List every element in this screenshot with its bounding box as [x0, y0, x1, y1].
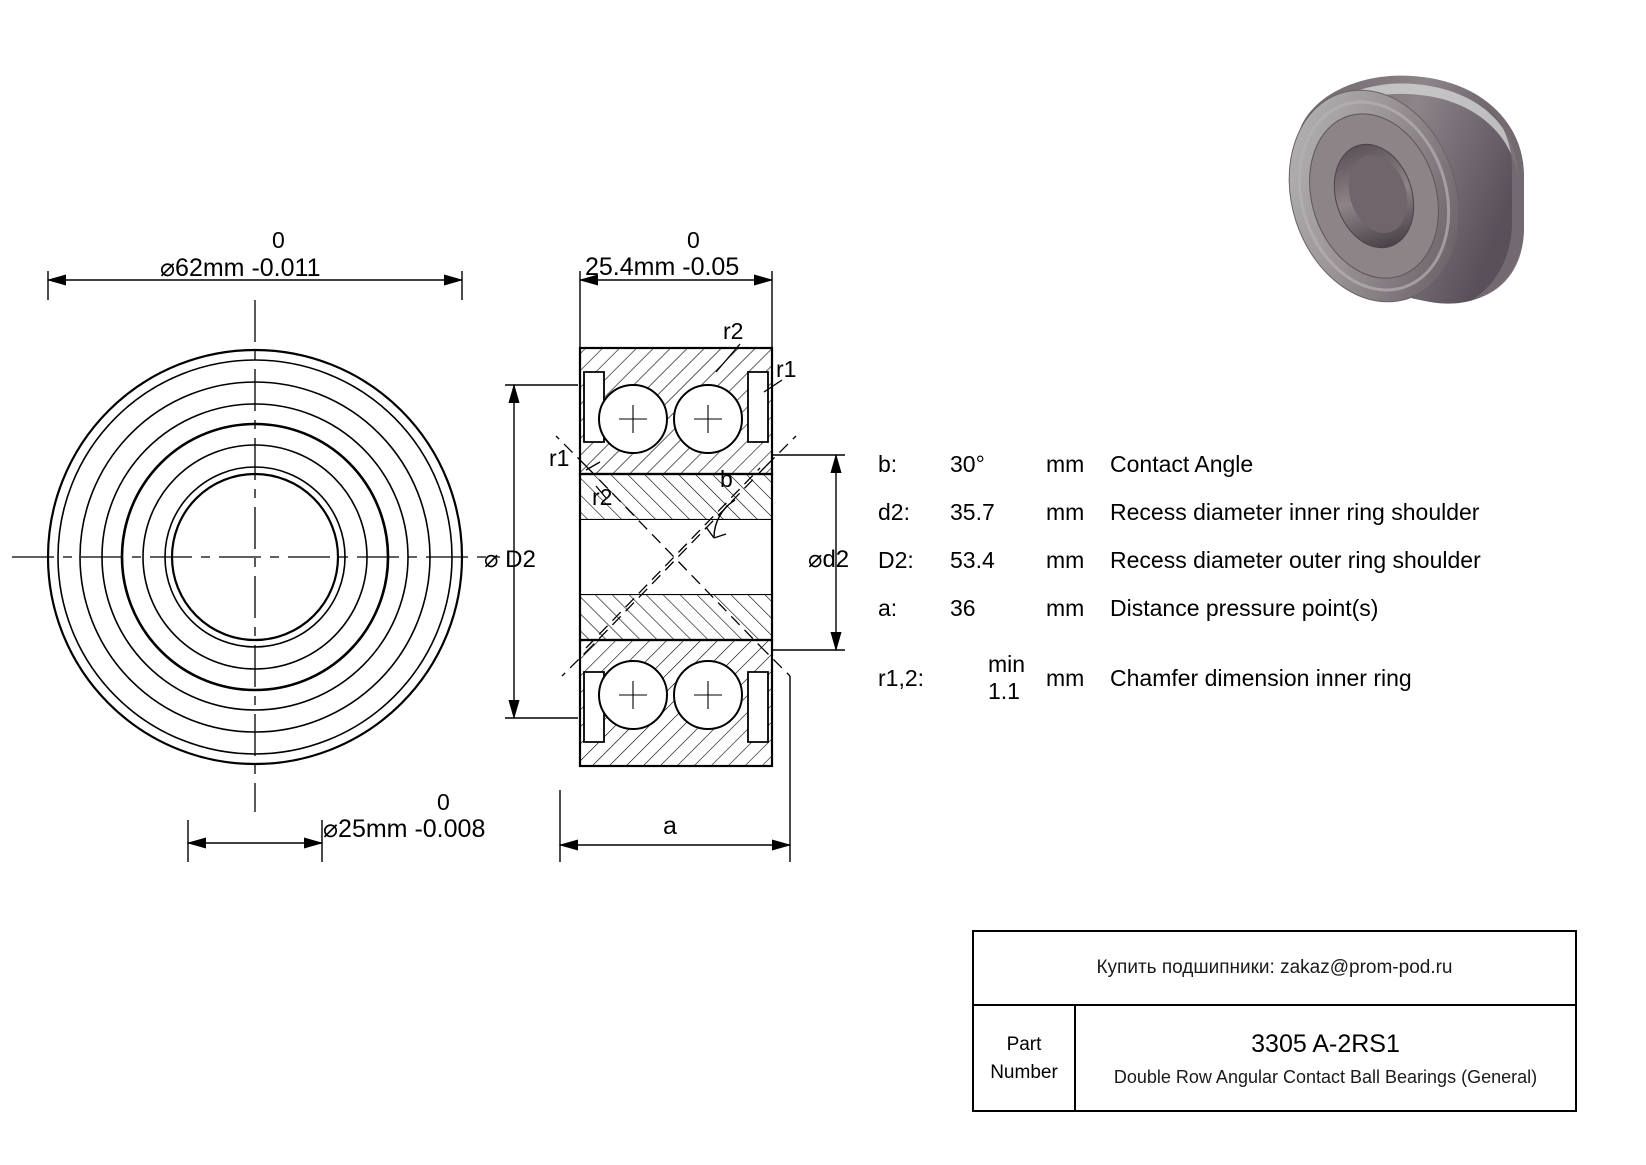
- spec-unit: mm: [1046, 498, 1085, 525]
- spec-description: Recess diameter outer ring shoulder: [1110, 546, 1481, 573]
- label-d2: ⌀d2: [808, 546, 850, 573]
- spec-value: 36: [950, 594, 976, 621]
- part-number: 3305 A-2RS1: [1251, 1030, 1400, 1058]
- dim-outer-tolerance: 0: [272, 227, 285, 253]
- bearing-3d-render: [1263, 68, 1524, 324]
- spec-key: d2:: [878, 498, 910, 525]
- dim-width-label: 25.4mm -0.05: [585, 253, 740, 281]
- spec-description: Recess diameter inner ring shoulder: [1110, 498, 1480, 525]
- spec-description: Distance pressure point(s): [1110, 594, 1379, 621]
- label-r1-left: r1: [549, 445, 570, 471]
- dim-bore-tolerance: 0: [437, 789, 450, 815]
- spec-key: b:: [878, 450, 898, 477]
- part-number-value: [1076, 1006, 1575, 1112]
- part-label-line2: Number: [990, 1062, 1058, 1083]
- label-r2-top: r2: [723, 318, 744, 344]
- spec-key: a:: [878, 594, 898, 621]
- contact-text: Купить подшипники: zakaz@prom-pod.ru: [1096, 957, 1453, 978]
- title-block-contact-row: [974, 932, 1575, 1006]
- specification-list: [878, 440, 1578, 702]
- front-view-centerlines: [12, 300, 500, 812]
- spec-unit: mm: [1046, 594, 1085, 621]
- label-D2: ⌀ D2: [484, 546, 536, 573]
- part-description: Double Row Angular Contact Ball Bearings (General): [1113, 1067, 1538, 1087]
- spec-value: 53.4: [950, 546, 995, 573]
- title-block: [972, 930, 1577, 1112]
- label-contact-angle-b: b: [720, 466, 733, 492]
- spec-row: [878, 536, 1578, 584]
- spec-value: 30°: [950, 450, 985, 477]
- spec-row: [878, 440, 1578, 488]
- label-a: a: [663, 812, 677, 840]
- label-r2-left: r2: [592, 484, 613, 510]
- spec-row: [878, 488, 1578, 536]
- part-label-line1: Part: [1006, 1033, 1042, 1055]
- dim-outer-diameter-label: ⌀62mm -0.011: [160, 254, 321, 282]
- section-view: [556, 348, 796, 766]
- label-r1-right: r1: [776, 356, 797, 382]
- spec-unit: mm: [1046, 450, 1085, 477]
- dim-bore-diameter-label: ⌀25mm -0.008: [323, 815, 486, 843]
- spec-unit: mm: [1046, 546, 1085, 573]
- spec-unit: mm: [1046, 664, 1085, 691]
- dim-bore-diameter: [188, 820, 322, 862]
- dim-width-tolerance: 0: [687, 227, 700, 253]
- spec-key: r1,2:: [878, 664, 925, 691]
- spec-row: [878, 584, 1578, 632]
- spec-value: 35.7: [950, 498, 995, 525]
- spec-description: Chamfer dimension inner ring: [1110, 664, 1412, 691]
- spec-value: min 1.1: [988, 651, 1026, 704]
- spec-key: D2:: [878, 546, 914, 573]
- title-block-part-row: [974, 1006, 1575, 1112]
- spec-description: Contact Angle: [1110, 450, 1254, 477]
- part-number-label: [974, 1006, 1076, 1112]
- spec-row: [878, 651, 1578, 704]
